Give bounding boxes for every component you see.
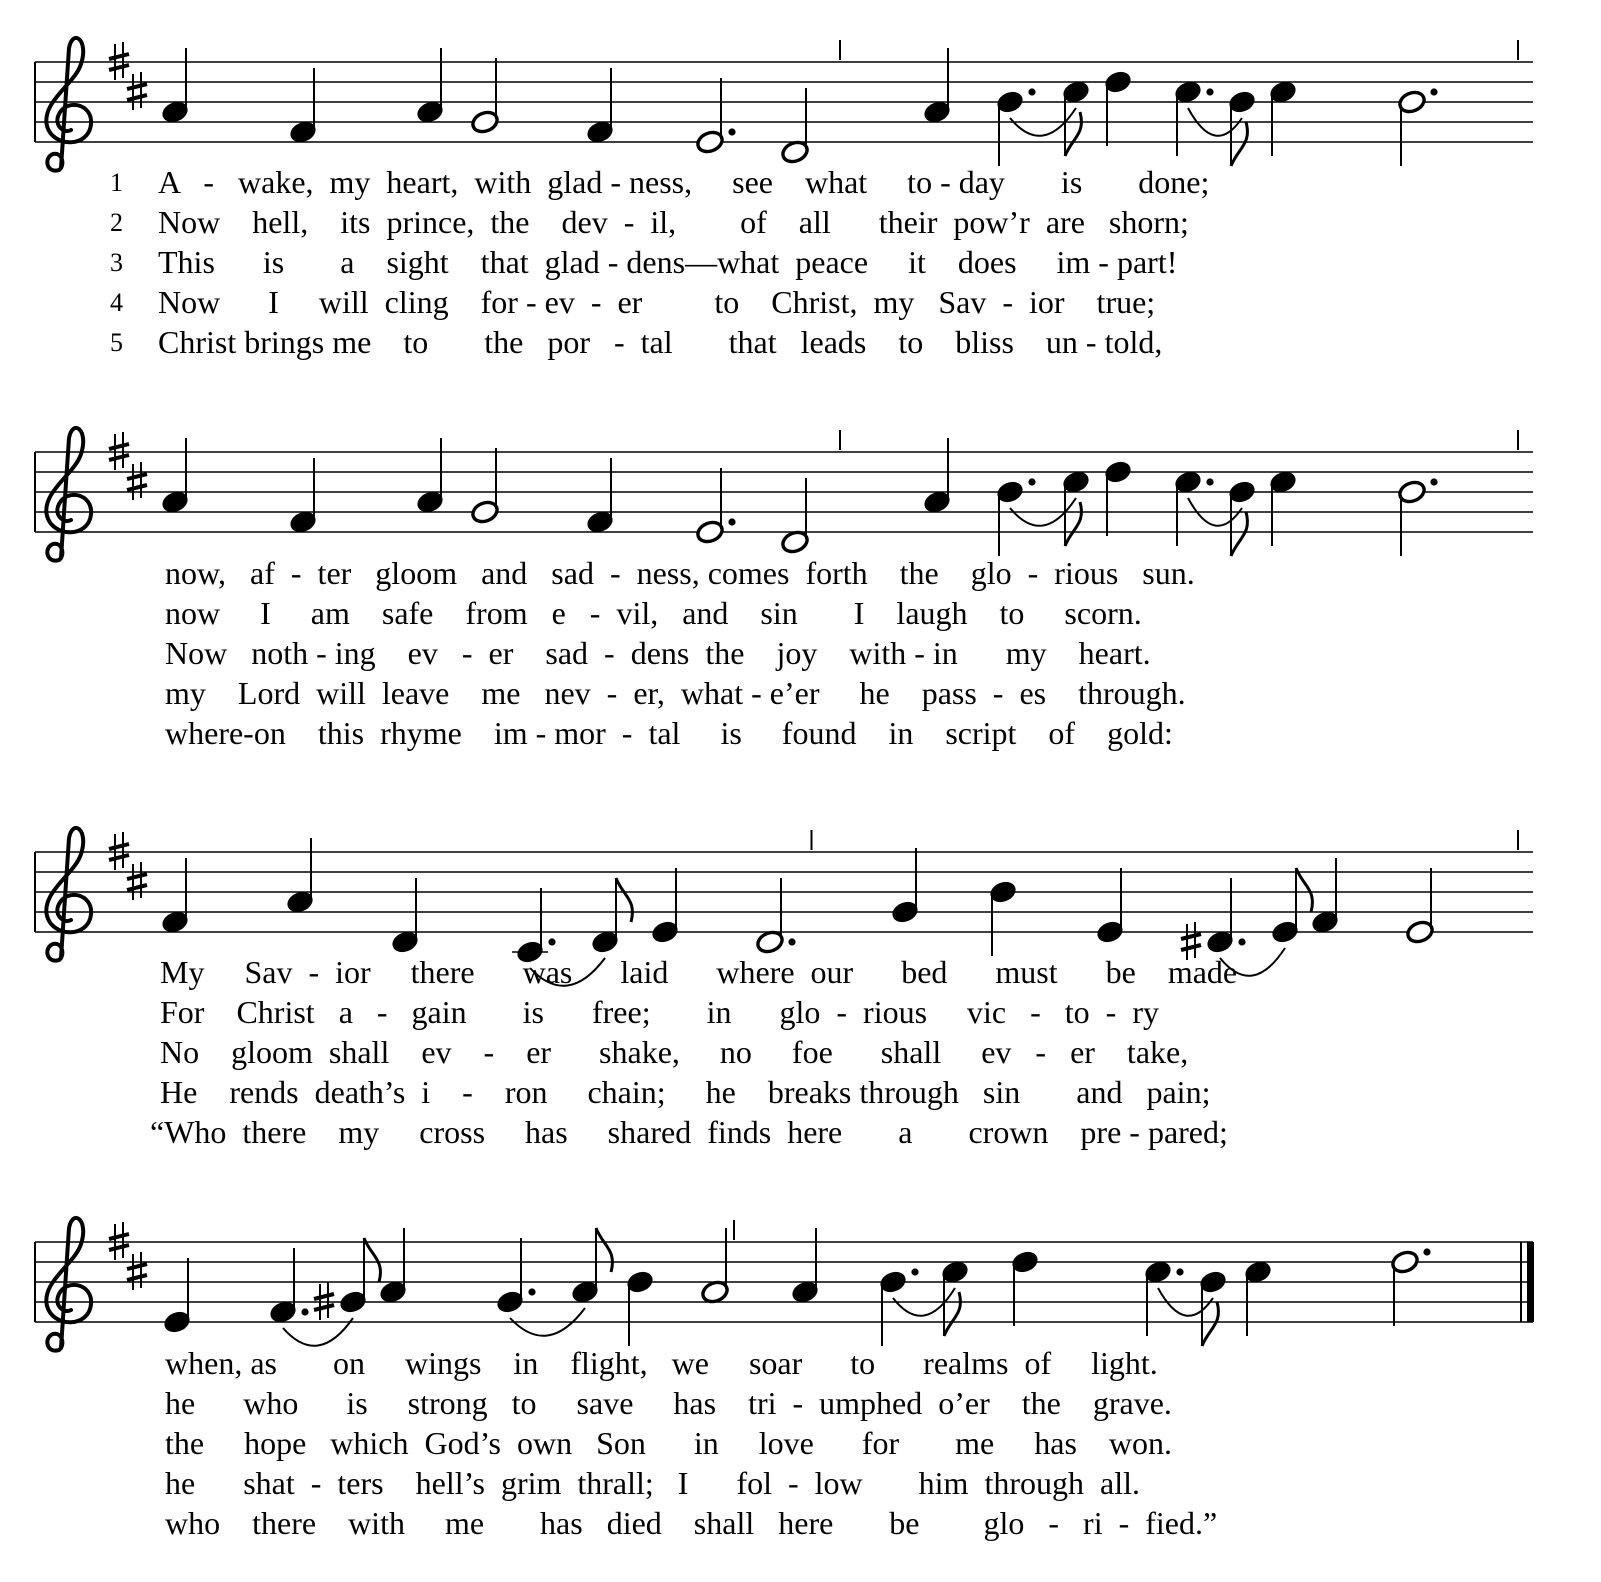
note bbox=[695, 468, 736, 545]
augmentation-dot bbox=[1206, 478, 1213, 485]
lyric-line: the hope which God’s own Son in love for me has won. bbox=[165, 1425, 1173, 1461]
note bbox=[650, 868, 680, 945]
note bbox=[922, 48, 952, 125]
note bbox=[995, 478, 1076, 556]
lyric-line: where-on this rhyme im - mor - tal is found in script of gold: bbox=[165, 715, 1173, 751]
key-sharp-f bbox=[109, 1222, 129, 1260]
augmentation-dot bbox=[1238, 938, 1245, 945]
augmentation-dot bbox=[1028, 88, 1035, 95]
note bbox=[995, 88, 1076, 166]
note bbox=[585, 458, 615, 535]
note bbox=[780, 88, 810, 165]
staff-system bbox=[35, 38, 1533, 171]
augmentation-dot bbox=[728, 518, 735, 525]
key-sharp-f bbox=[109, 432, 129, 470]
note bbox=[288, 68, 318, 145]
augmentation-dot bbox=[1206, 88, 1213, 95]
lyric-line: No gloom shall ev - er shake, no foe shall ev - er take, bbox=[160, 1034, 1189, 1070]
augmentation-dot bbox=[911, 1268, 918, 1275]
key-sharp-f bbox=[109, 42, 129, 80]
note bbox=[585, 68, 615, 145]
note bbox=[1061, 469, 1091, 546]
flag bbox=[596, 1228, 612, 1272]
note bbox=[1103, 69, 1133, 146]
lyric-line: he shat - ters hell’s grim thrall; I fol - low him through all. bbox=[165, 1465, 1140, 1501]
lyric-line: He rends death’s i - ron chain; he breaks through sin and pain; bbox=[160, 1074, 1211, 1110]
augmentation-dot bbox=[1423, 1248, 1430, 1255]
note bbox=[1390, 1248, 1431, 1326]
key-sharp-f bbox=[109, 832, 129, 870]
note bbox=[988, 879, 1018, 956]
staff-system bbox=[35, 1218, 1534, 1351]
note bbox=[285, 838, 315, 915]
note bbox=[1397, 88, 1438, 166]
lyric-line: Now I will cling for - ev - er to Christ, my Sav - ior true; bbox=[158, 284, 1156, 320]
note bbox=[700, 1228, 730, 1305]
treble-clef bbox=[46, 428, 91, 561]
augmentation-dot bbox=[1430, 478, 1437, 485]
lyric-line: who there with me has died shall here be glo - ri - fied.” bbox=[165, 1505, 1218, 1541]
note bbox=[160, 858, 190, 935]
note bbox=[1268, 469, 1298, 546]
lyric-line: Now hell, its prince, the dev - il, of all their pow’r are shorn; bbox=[158, 204, 1189, 240]
note bbox=[495, 1238, 585, 1336]
lyric-line: For Christ a - gain is free; in glo - rious vic - to - ry bbox=[160, 994, 1159, 1030]
note bbox=[695, 78, 736, 155]
note bbox=[160, 48, 190, 125]
lyric-line: my Lord will leave me nev - er, what - e’er he pass - es through. bbox=[165, 675, 1186, 711]
note bbox=[922, 438, 952, 515]
augmentation-dot bbox=[528, 1288, 535, 1295]
note bbox=[1310, 858, 1340, 935]
treble-clef bbox=[46, 1218, 91, 1351]
note bbox=[160, 438, 190, 515]
note bbox=[890, 848, 920, 925]
note bbox=[390, 878, 420, 955]
note bbox=[940, 1259, 970, 1336]
verse-number: 2 bbox=[110, 208, 123, 237]
note bbox=[1061, 79, 1091, 156]
note bbox=[1103, 459, 1133, 536]
augmentation-dot bbox=[301, 1308, 308, 1315]
augmentation-dot bbox=[1430, 88, 1437, 95]
note bbox=[470, 448, 500, 525]
note bbox=[570, 1228, 612, 1305]
key-sharp-c bbox=[127, 462, 147, 500]
note bbox=[470, 58, 500, 135]
verse-number: 3 bbox=[110, 248, 123, 277]
note bbox=[1268, 79, 1298, 156]
flag bbox=[616, 878, 632, 922]
note bbox=[1270, 868, 1312, 945]
verse-number: 1 bbox=[110, 168, 123, 197]
lyric-line: Now noth - ing ev - er sad - dens the joy with - in my heart. bbox=[165, 635, 1151, 671]
note bbox=[288, 458, 318, 535]
accidental-sharp bbox=[314, 1282, 334, 1320]
final-barline-thick bbox=[1527, 1242, 1534, 1322]
note bbox=[1227, 89, 1257, 166]
note bbox=[415, 438, 445, 515]
lyric-line: he who is strong to save has tri - umphed o’er the grave. bbox=[165, 1385, 1172, 1421]
lyric-line: This is a sight that glad - dens—what peace it does im - part! bbox=[158, 244, 1178, 280]
note bbox=[1010, 1249, 1040, 1326]
note bbox=[1227, 479, 1257, 556]
note bbox=[1405, 868, 1435, 945]
note bbox=[755, 878, 796, 955]
treble-clef bbox=[46, 828, 91, 961]
note bbox=[1243, 1259, 1273, 1336]
lyric-line: Christ brings me to the por - tal that leads to bliss un - told, bbox=[158, 324, 1163, 360]
note bbox=[1095, 868, 1125, 945]
note bbox=[790, 1228, 820, 1305]
lyric-line: when, as on wings in flight, we soar to realms of light. bbox=[165, 1345, 1158, 1381]
augmentation-dot bbox=[788, 938, 795, 945]
lyric-line: now, af - ter gloom and sad - ness, comes forth the glo - rious sun. bbox=[165, 555, 1195, 591]
key-sharp-c bbox=[127, 72, 147, 110]
treble-clef bbox=[46, 38, 91, 171]
staff-system bbox=[35, 428, 1533, 561]
note bbox=[415, 48, 445, 125]
note bbox=[314, 1238, 380, 1320]
note bbox=[1397, 478, 1438, 556]
augmentation-dot bbox=[1176, 1268, 1183, 1275]
lyric-line: A - wake, my heart, with glad - ness, see what to - day is done; bbox=[158, 164, 1210, 200]
verse-number: 5 bbox=[110, 328, 123, 357]
flag bbox=[1296, 868, 1312, 912]
augmentation-dot bbox=[548, 938, 555, 945]
key-sharp-c bbox=[127, 1252, 147, 1290]
note bbox=[378, 1228, 408, 1305]
augmentation-dot bbox=[728, 128, 735, 135]
note bbox=[625, 1269, 655, 1346]
flag bbox=[364, 1238, 380, 1282]
key-sharp-c bbox=[127, 862, 147, 900]
lyric-line: My Sav - ior there was laid where our bed must be made bbox=[160, 954, 1238, 990]
note bbox=[590, 878, 632, 955]
note bbox=[780, 478, 810, 555]
lyric-line: “Who there my cross has shared finds here a crown pre - pared; bbox=[150, 1114, 1228, 1150]
note bbox=[1198, 1269, 1228, 1346]
note bbox=[162, 1258, 192, 1335]
verse-number: 4 bbox=[110, 288, 123, 317]
augmentation-dot bbox=[1028, 478, 1035, 485]
lyric-line: now I am safe from e - vil, and sin I laugh to scorn. bbox=[165, 595, 1142, 631]
